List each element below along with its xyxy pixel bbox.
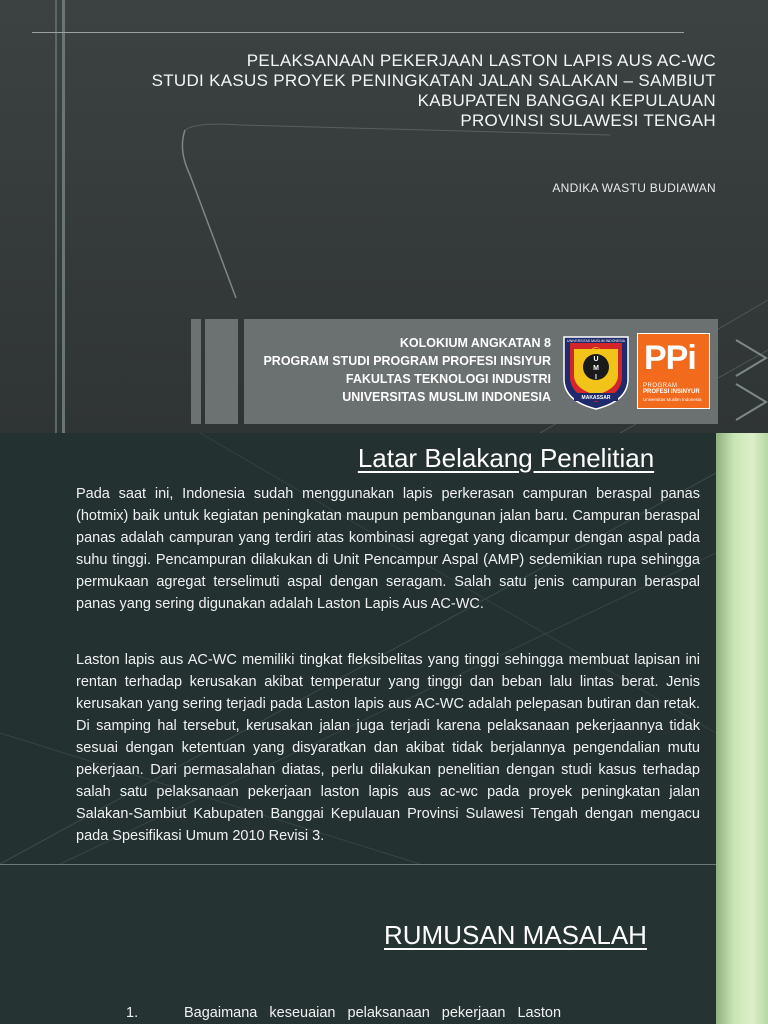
paragraph: Laston lapis aus AC-WC memiliki tingkat fleksibelitas yang tinggi sehingga membuat lapisan ini rentan terhadap kerusakan akibat temperatur yang tinggi dan beban lalu lintas berat. Jenis kerusakan yang sering terjadi pada Laston lapis aus AC-WC adalah pelepasan butiran dan retak. Di samping hal tersebut, kerusakan jalan juga terjadi karena pelaksanaan pekerjaannya tidak sesuai dengan ketentuan yang disyaratkan dan akibat tidak berjalannya pengendalian mutu pekerjaan. Dari permasalahan diatas, perlu dilakukan penelitian dengan studi kasus terhadap salah satu pelaksanaan pekerjaan laston lapis aus ac-wc pada proyek peningkatan jalan Salakan-Sambiut Kabupaten Banggai Kepulauan Provinsi Sulawesi Tengah dengan mengacu pada Spesifikasi Umum 2010 Revisi 3. xyxy=(76,652,700,844)
umi-logo xyxy=(560,331,632,411)
title-slide xyxy=(0,0,768,433)
author-name: ANDIKA WASTU BUDIAWAN xyxy=(552,181,716,195)
band-line: FAKULTAS TEKNOLOGI INDUSTRI xyxy=(345,372,551,386)
band-line: PROGRAM STUDI PROGRAM PROFESI INSIYUR xyxy=(263,354,551,368)
paragraph: Pada saat ini, Indonesia sudah menggunakan lapis perkerasan campuran beraspal panas (hotmix) baik untuk kegiatan peningkatan maupun pembangunan jalan baru. Campuran beraspal panas adalah campuran yang terdiri atas kombinasi agregat yang dicampur dengan aspal pada suhu tinggi. Pencampuran dilakukan di Unit Pencampur Aspal (AMP) sedemikian rupa sehingga permukaan agregat terselimuti aspal dengan seragam. Salah satu jenis campuran beraspal panas yang sering digunakan adalah Laston Lapis Aus AC-WC. xyxy=(76,486,700,612)
title-line: PROVINSI SULAWESI TENGAH xyxy=(460,111,716,130)
heading-text: Latar Belakang Penelitian xyxy=(357,443,655,473)
band-line: KOLOKIUM ANGKATAN 8 xyxy=(399,336,551,350)
content-slide xyxy=(0,433,768,1024)
list-item-number: 1. xyxy=(126,1005,139,1021)
section-heading xyxy=(0,443,716,474)
slide-divider xyxy=(0,864,716,865)
svg-text:MAKASSAR: MAKASSAR xyxy=(581,395,611,401)
presentation-title xyxy=(76,51,716,131)
band-accent-bar xyxy=(205,319,238,424)
svg-text:I: I xyxy=(595,374,597,381)
section-heading: RUMUSAN MASALAH xyxy=(384,920,647,950)
chevron-decoration-icon xyxy=(734,330,768,430)
band-line: UNIVERSITAS MUSLIM INDONESIA xyxy=(342,390,551,404)
svg-text:U: U xyxy=(593,356,599,363)
ppi-logo-line: PROFESI INSINYUR xyxy=(643,389,700,395)
title-line: STUDI KASUS PROYEK PENINGKATAN JALAN SALAKAN – SAMBIUT xyxy=(151,71,716,90)
svg-text:UNIVERSITAS MUSLIM INDONESIA: UNIVERSITAS MUSLIM INDONESIA xyxy=(567,339,625,343)
green-side-strip xyxy=(716,433,768,1024)
ppi-logo-text: PPi xyxy=(644,339,696,377)
svg-text:M: M xyxy=(593,365,599,372)
ppi-logo-line: PROGRAM xyxy=(643,383,678,389)
title-line: KABUPATEN BANGGAI KEPULAUAN xyxy=(417,91,716,110)
ppi-logo xyxy=(637,333,710,409)
ppi-logo-line: Universitas Muslim Indonesia xyxy=(643,397,702,402)
title-line: PELAKSANAAN PEKERJAAN LASTON LAPIS AUS AC-WC xyxy=(246,51,716,70)
institution-info xyxy=(263,334,551,406)
band-accent-bar xyxy=(191,319,201,424)
list-item-text: Bagaimana keseuaian pelaksanaan pekerjaan Laston xyxy=(184,1005,562,1021)
